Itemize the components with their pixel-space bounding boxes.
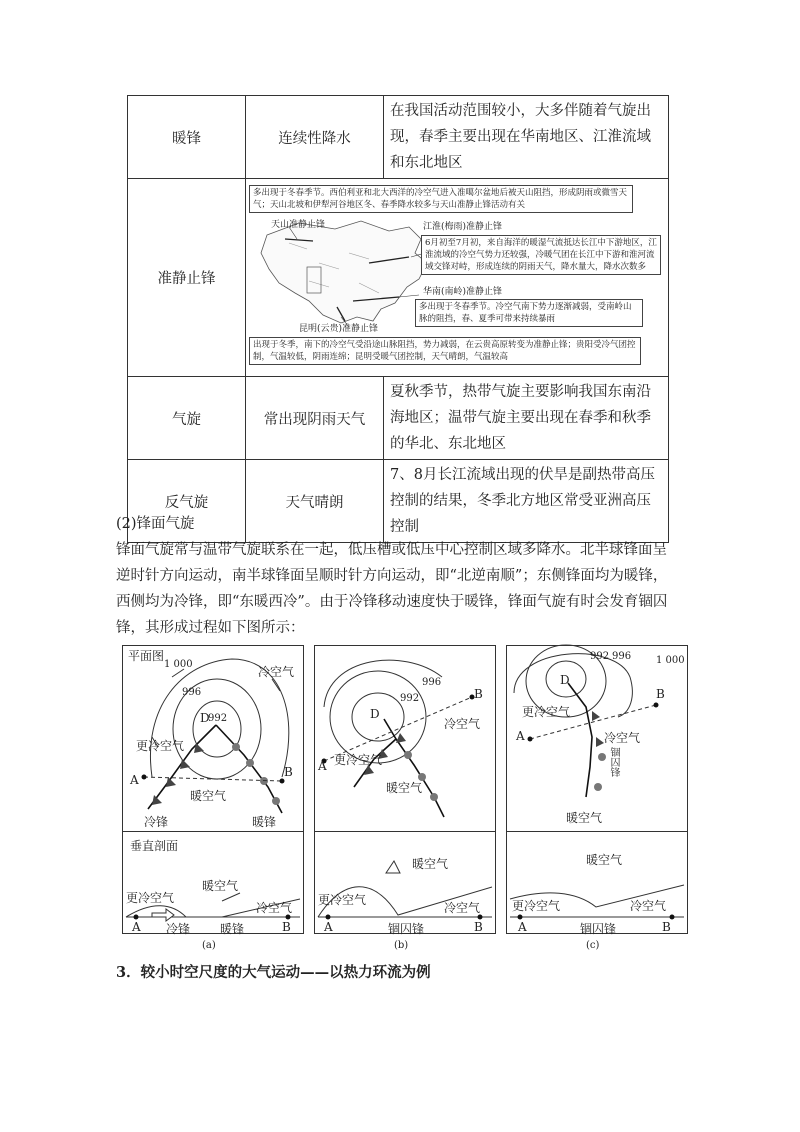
label-huanan: 华南(南岭)准静止锋: [423, 287, 503, 297]
front-weather: 连续性降水: [246, 96, 384, 179]
low-center: D: [370, 707, 380, 721]
isobar-label: 1 000: [164, 659, 193, 670]
front-desc: 在我国活动范围较小，大多伴随着气旋出现，春季主要出现在华南地区、江淮流域和东北地区: [384, 96, 669, 179]
map-note-huanan: 多出现于冬春季节。冷空气南下势力逐渐减弱，受南岭山脉的阻挡，春、夏季可带来持续暴雨: [415, 299, 643, 327]
caption: (c): [586, 940, 600, 951]
front-name: 气旋: [128, 377, 246, 460]
diagram-c: [506, 637, 688, 959]
point-a: A: [130, 773, 139, 787]
front-desc: 夏秋季节，热带气旋主要影响我国东南沿海地区；温带气旋主要出现在春季和秋季的华北、东北地区: [384, 377, 669, 460]
label-colder-air: 更冷空气: [136, 739, 185, 753]
section-cold-front: 冷锋: [166, 922, 191, 936]
label-occluded-front: 锢囚锋: [608, 747, 619, 777]
section-point-a: A: [518, 920, 527, 934]
table-row: [128, 96, 669, 179]
point-b: B: [656, 687, 665, 701]
isobar-label: 992: [208, 713, 228, 724]
section-warm-air: 暖空气: [412, 857, 449, 871]
label-colder-air: 更冷空气: [522, 705, 571, 719]
plan-title: 平面图: [128, 649, 165, 663]
caption: (b): [394, 940, 409, 951]
diagram-a: [122, 637, 304, 959]
low-center: D: [560, 673, 570, 687]
map-note-kunming: 出现于冬季，南下的冷空气受沿途山脉阻挡，势力减弱，在云贵高原转变为准静止锋；贵阳受冷气团控制，气温较低，阴雨连绵；昆明受暖气团控制，天气晴朗，气温较高: [249, 337, 641, 365]
section-colder-air: 更冷空气: [126, 891, 175, 905]
section-warm-air: 暖空气: [586, 853, 623, 867]
label-tianshan: 天山准静止锋: [271, 220, 326, 230]
front-desc: 7、8月长江流域出现的伏旱是副热带高压控制的结果，冬季北方地区常受亚洲高压控制: [384, 460, 669, 543]
map-note-tianshan: 多出现于冬春季节。西伯利亚和北大西洋的冷空气进入准噶尔盆地后被天山阻挡，形成阴雨或微雪天气；天山北坡和伊犁河谷地区冬、春季降水较多与天山准静止锋活动有关: [249, 185, 633, 213]
section-warm-air: 暖空气: [202, 879, 239, 893]
table-row: [128, 377, 669, 460]
front-weather-table: [127, 95, 669, 543]
label-warm-air: 暖空气: [190, 789, 227, 803]
label-cold-front: 冷锋: [144, 815, 169, 829]
table-row: [128, 179, 669, 377]
section-warm-front: 暖锋: [220, 922, 245, 936]
next-section-heading: 3．较小时空尺度的大气运动——以热力环流为例: [116, 964, 431, 981]
front-name: 反气旋: [128, 460, 246, 543]
section-title: 垂直剖面: [130, 839, 179, 853]
section-point-b: B: [282, 920, 291, 934]
section-point-a: A: [132, 920, 141, 934]
diagram-b: [314, 637, 496, 959]
section-heading: (2)锋面气旋: [116, 516, 195, 532]
label-jianghuai: 江淮(梅雨)准静止锋: [423, 222, 503, 232]
isobar-label: 996: [612, 651, 632, 662]
label-cold-air: 冷空气: [604, 731, 641, 745]
isobar-label: 996: [182, 687, 202, 698]
section-colder-air: 更冷空气: [318, 893, 367, 907]
point-b: B: [284, 765, 293, 779]
label-warm-air: 暖空气: [386, 781, 423, 795]
point-a: A: [318, 759, 327, 773]
stationary-front-map: [246, 179, 669, 377]
caption: (a): [202, 940, 216, 951]
section-point-b: B: [474, 920, 483, 934]
body-paragraph: 锋面气旋常与温带气旋联系在一起，低压槽或低压中心控制区域多降水。北半球锋面呈逆时针方向运动，南半球锋面呈顺时针方向运动，即“北逆南顺”；东侧锋面均为暖锋，西侧均为冷锋，即“东暖西冷”。由于冷锋移动速度快于暖锋，锋面气旋有时会发育锢囚锋，其形成过程如下图所示：: [116, 542, 668, 636]
label-kunming: 昆明(云贵)准静止锋: [299, 324, 379, 334]
section-cold-air: 冷空气: [630, 899, 667, 913]
front-weather: 天气晴朗: [246, 460, 384, 543]
label-warm-air: 暖空气: [566, 811, 603, 825]
front-name: 暖锋: [128, 96, 246, 179]
section-point-b: B: [662, 920, 671, 934]
front-weather: 常出现阴雨天气: [246, 377, 384, 460]
point-a: A: [516, 729, 525, 743]
label-warm-front: 暖锋: [252, 815, 277, 829]
label-cold-air: 冷空气: [258, 665, 295, 679]
isobar-label: 1 000: [656, 655, 685, 666]
isobar-label: 996: [422, 677, 442, 688]
label-colder-air: 更冷空气: [334, 753, 383, 767]
section-cold-air: 冷空气: [256, 901, 293, 915]
section-occluded-front: 锢囚锋: [580, 922, 617, 936]
point-b: B: [474, 687, 483, 701]
front-name: 准静止锋: [128, 179, 246, 377]
section-point-a: A: [324, 920, 333, 934]
section-colder-air: 更冷空气: [512, 899, 561, 913]
section-cold-air: 冷空气: [444, 901, 481, 915]
map-note-jianghuai: 6月初至7月初，来自海洋的暖湿气流抵达长江中下游地区，江淮流域的冷空气势力还较强，冷暖气团在长江中下游和淮河流域交锋对峙，形成连续的阴雨天气，降水量大，降水次数多: [421, 235, 661, 275]
low-center: D: [200, 711, 210, 725]
isobar-label: 992: [590, 651, 610, 662]
section-occluded-front: 锢囚锋: [388, 922, 425, 936]
isobar-label: 992: [400, 693, 420, 704]
label-cold-air: 冷空气: [444, 717, 481, 731]
